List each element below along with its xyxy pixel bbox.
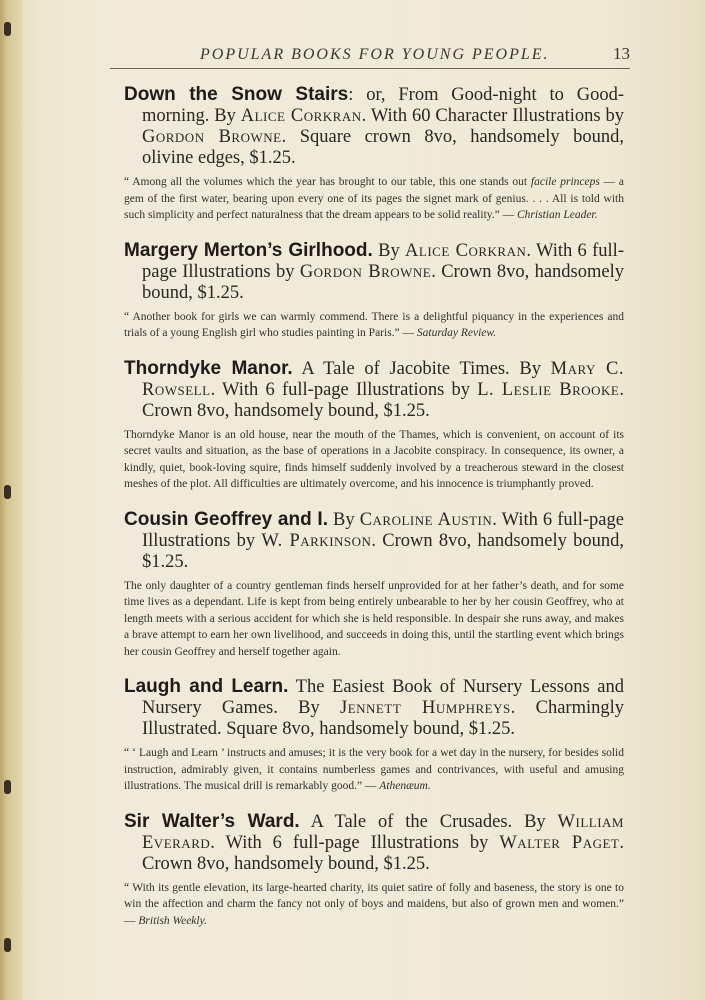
- illustrator-name: Walter Paget: [499, 832, 620, 853]
- author-name: Alice Corkran: [405, 240, 527, 261]
- book-entry: [124, 811, 624, 930]
- book-title: Down the Snow Stairs: [124, 84, 349, 105]
- author-name: Mary C. Rowsell: [142, 358, 624, 400]
- quote-text: — a gem of the first water, bearing upon every one of its pages the signet mark of genius. . . . All is told with such simplicity and perfect naturalness that the dream appears to be solid reality.” —: [124, 176, 625, 221]
- author-name: Caroline Austin: [359, 509, 493, 530]
- entry-text: : or, From Good-night to Good-morning. By: [142, 85, 624, 126]
- review-source: Saturday Review.: [416, 327, 497, 339]
- entry-text: . Square crown 8vo, handsomely bound, olivine edges, $1.25.: [142, 127, 624, 168]
- review-quote: [124, 174, 624, 224]
- running-head: POPULAR BOOKS FOR YOUNG PEOPLE.: [200, 46, 550, 63]
- entry-heading: [124, 676, 624, 740]
- illustrator-name: W. Parkinson: [261, 530, 372, 551]
- author-name: Alice Corkran: [240, 106, 362, 126]
- review-source: Athenæum.: [379, 780, 431, 792]
- review-source: British Weekly.: [138, 914, 207, 927]
- binding-mark: [4, 22, 11, 36]
- review-quote: [124, 745, 624, 795]
- binding-mark: [4, 780, 11, 794]
- author-name: Jennett Humphreys: [340, 698, 511, 718]
- entry-heading: [124, 240, 624, 304]
- quote-italic: facile princeps: [530, 176, 600, 188]
- entry-text: The Easiest Book of Nursery Lessons and Nursery Games. By: [142, 677, 624, 718]
- book-title: Cousin Geoffrey and I.: [124, 508, 328, 530]
- book-entry: [124, 509, 624, 661]
- review-source: Christian Leader.: [517, 209, 598, 221]
- illustrator-name: Gordon Browne: [142, 127, 282, 147]
- entry-text: . Crown 8vo, handsomely bound, $1.25.: [142, 261, 624, 303]
- entry-text: . With 6 full-page Illustrations by: [210, 379, 478, 400]
- review-quote: [124, 880, 624, 930]
- book-entry: [124, 84, 624, 224]
- entry-text: By: [372, 240, 406, 261]
- book-description: The only daughter of a country gentleman finds herself unprovided for at her father’s death, and for some time lives as a dependant. Life is kept from being entirely unbearable to her by her cousin Geoffrey, who at length meets with a serious accident for which she is held responsible. In despair she runs away, and makes a brave attempt to earn her own livelihood, and succeeds in doing this, until the startling event which brings her cousin Geoffrey and herself together again.: [124, 579, 624, 658]
- book-listing: [124, 84, 624, 945]
- quote-text: “ Among all the volumes which the year has brought to our table, this one stands out: [124, 176, 531, 188]
- entry-text: . Crown 8vo, handsomely bound, $1.25.: [142, 530, 624, 572]
- entry-text: A Tale of the Crusades. By: [299, 811, 558, 832]
- entry-text: . Crown 8vo, handsomely bound, $1.25.: [142, 832, 624, 874]
- binding-mark: [4, 938, 11, 952]
- book-entry: [124, 358, 624, 493]
- entry-text: . Crown 8vo, handsomely bound, $1.25.: [142, 379, 624, 421]
- illustrator-name: Gordon Browne: [299, 261, 432, 282]
- review-quote: [124, 309, 624, 342]
- book-title: Sir Walter’s Ward.: [124, 810, 300, 832]
- page-number: 13: [613, 44, 630, 63]
- book-title: Laugh and Learn.: [124, 676, 289, 697]
- book-title: Thorndyke Manor.: [124, 357, 293, 379]
- illustrator-name: L. Leslie Brooke: [477, 379, 620, 400]
- entry-text: . With 6 full-page Illustrations by: [142, 509, 624, 551]
- quote-text: “ With its gentle elevation, its large-hearted charity, its quiet satire of folly and baseness, the story is one to win the affection and charm the fancy not only of boys and maidens, but also of grown men and women.” —: [124, 881, 624, 927]
- entry-heading: [124, 84, 624, 169]
- quote-text: “ ‘ Laugh and Learn ’ instructs and amuses; it is the very book for a wet day in the nursery, for besides solid instruction, admirably given, it contains numberless games and contrivances, with useful and amusing illustrations. The musical drill is remarkably good.” —: [124, 747, 624, 792]
- book-entry: [124, 240, 624, 342]
- book-title: Margery Merton’s Girlhood.: [124, 239, 373, 261]
- entry-text: . With 6 full-page Illustrations by: [210, 832, 500, 853]
- entry-text: . Charmingly Illustrated. Square 8vo, handsomely bound, $1.25.: [142, 698, 624, 739]
- entry-text: By: [327, 509, 360, 530]
- entry-heading: [124, 811, 624, 875]
- entry-heading: [124, 509, 624, 573]
- page-binding-edge: [0, 0, 22, 1000]
- author-name: William Everard: [142, 811, 624, 853]
- binding-mark: [4, 485, 11, 499]
- entry-text: . With 6 full-page Illustrations by: [142, 240, 624, 282]
- entry-text: . With 60 Character Illustrations by: [361, 106, 624, 126]
- quote-text: “ Another book for girls we can warmly commend. There is a delightful piquancy in the experiences and trials of a young English girl who studies painting in Paris.” —: [124, 310, 624, 339]
- entry-text: A Tale of Jacobite Times. By: [292, 358, 551, 379]
- entry-heading: [124, 358, 624, 422]
- book-entry: [124, 676, 624, 795]
- page-header: [110, 44, 630, 69]
- book-description: Thorndyke Manor is an old house, near the mouth of the Thames, which is convenient, on account of its secret vaults and situation, as the base of operations in a Jacobite conspiracy. In consequence, its owner, a kindly, quiet, book-loving squire, finds himself suddenly involved by a treacherous steward in the closest meshes of the plot. All difficulties are ultimately overcome, and his innocence is triumphantly proved.: [124, 428, 624, 490]
